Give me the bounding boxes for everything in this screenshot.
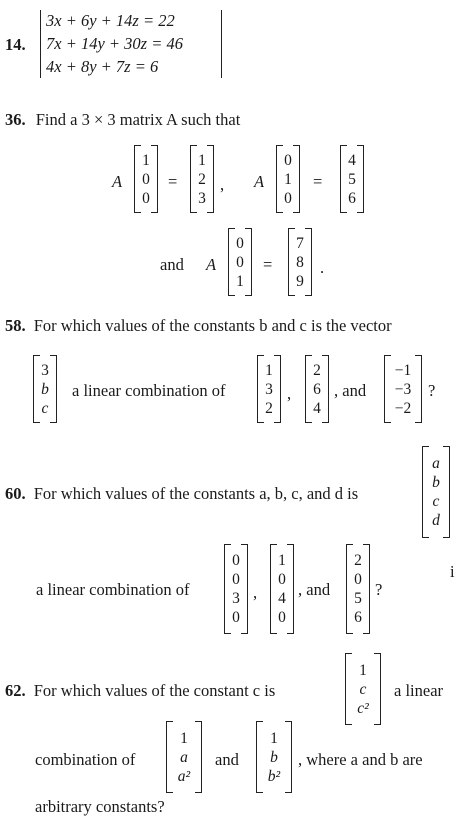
- vector-entry: b: [41, 380, 49, 398]
- vector-entry: 9: [296, 272, 304, 290]
- vector-entry: 2: [313, 361, 321, 379]
- vector-entry: −2: [394, 399, 412, 417]
- vector-entry: 3: [232, 590, 240, 607]
- vector-entry: 2: [198, 170, 206, 188]
- vector-entry: 6: [313, 380, 321, 398]
- vector-entry: 0: [232, 571, 240, 588]
- vector-entry: 1: [359, 661, 367, 679]
- vector-entry: 4: [313, 399, 321, 417]
- vector-entry: 0: [236, 253, 244, 271]
- problem-58-number: 58.: [5, 316, 26, 335]
- vector-entry: 1: [278, 552, 286, 569]
- problem-36-text: Find a 3 × 3 matrix A such that: [35, 110, 241, 129]
- period: .: [320, 258, 325, 277]
- vector-entry: 5: [354, 590, 362, 607]
- equals-sign: =: [313, 172, 323, 191]
- vector-result-1: [190, 146, 214, 212]
- vector-entry: 5: [348, 170, 356, 188]
- problem-36-number: 36.: [5, 110, 26, 129]
- vector-entry: 6: [354, 609, 362, 626]
- vector-entry: 1: [284, 170, 292, 188]
- vector-entry: 7: [296, 234, 304, 252]
- equals-sign: =: [263, 255, 273, 274]
- vector-entry: 3: [265, 380, 273, 398]
- vector-entry: −3: [394, 380, 412, 398]
- comma: ,: [287, 384, 292, 403]
- equation-3: 4x + 8y + 7z = 6: [46, 57, 159, 76]
- problem-60-number: 60.: [5, 484, 26, 503]
- vector-entry: 1: [265, 361, 273, 379]
- vector-entry: c: [432, 493, 440, 510]
- vector-entry: b²: [267, 767, 281, 785]
- vector-entry: 0: [236, 234, 244, 252]
- where-clause: , where a and b are: [298, 750, 423, 769]
- linear-combination-text: a linear combination of: [72, 381, 226, 400]
- vector-entry: 2: [265, 399, 273, 417]
- vector-1bb2: [256, 722, 292, 792]
- vector-entry: 2: [354, 552, 362, 569]
- vector-1cc2: [345, 654, 381, 724]
- and-word: and: [160, 255, 184, 274]
- vector-entry: 3: [198, 189, 206, 207]
- vector-e1: [134, 146, 158, 212]
- vector-entry: 0: [354, 571, 362, 588]
- vector-entry: c²: [357, 699, 369, 717]
- vector-entry: b: [432, 474, 440, 491]
- vector-entry: 0: [278, 571, 286, 588]
- problem-60-statement: [5, 484, 358, 504]
- equals-sign: =: [168, 172, 178, 191]
- vector-entry: a: [432, 455, 440, 472]
- vector-e3: [228, 229, 252, 295]
- vector-0030: [224, 545, 248, 633]
- combination-text: combination of: [35, 750, 136, 769]
- vector-264: [305, 356, 329, 422]
- matrix-A-label-1: A: [112, 172, 123, 191]
- vector-1040: [270, 545, 294, 633]
- vector-entry: 0: [142, 189, 150, 207]
- question-mark: ?: [375, 580, 383, 599]
- problem-58-statement: [5, 316, 392, 336]
- vector-entry: 0: [232, 552, 240, 569]
- linear-combination-text: a linear combination of: [36, 580, 190, 599]
- vector-entry: −1: [394, 361, 412, 379]
- vector-result-2: [340, 146, 364, 212]
- vector-2056: [346, 545, 370, 633]
- equation-2: 7x + 14y + 30z = 46: [46, 34, 183, 53]
- vector-entry: b: [270, 748, 278, 766]
- vector-entry: 0: [142, 170, 150, 188]
- arbitrary-constants-text: arbitrary constants?: [35, 797, 165, 816]
- vector-entry: c: [359, 680, 367, 698]
- vector-1aa2: [166, 722, 202, 792]
- vector-e2: [276, 146, 300, 212]
- matrix-A-label-3: A: [206, 255, 217, 274]
- comma: ,: [220, 175, 225, 194]
- vector-entry: 0: [284, 189, 292, 207]
- vector-entry: 1: [142, 151, 150, 169]
- vector-entry: 0: [278, 609, 286, 626]
- vector-result-3: [288, 229, 312, 295]
- problem-58-text: For which values of the constants b and c is the vector: [33, 316, 392, 335]
- vector-entry: a: [180, 748, 188, 766]
- vector-3bc: [33, 356, 57, 422]
- vector-entry: c: [41, 399, 49, 417]
- problem-62-number: 62.: [5, 681, 26, 700]
- vector-entry: 1: [236, 272, 244, 290]
- system-right-bar: [221, 10, 222, 78]
- problem-60-text: For which values of the constants a, b, c, and d is: [33, 484, 359, 503]
- vector-entry: 4: [278, 590, 286, 607]
- system-left-bar: [40, 10, 41, 78]
- matrix-A-label-2: A: [254, 172, 265, 191]
- clipped-text: i: [450, 562, 455, 581]
- and-word: , and: [334, 381, 367, 400]
- vector-abcd: [422, 447, 450, 537]
- problem-62-text: For which values of the constant c is: [33, 681, 276, 700]
- problem-62-statement: [5, 681, 275, 701]
- vector-entry: 1: [180, 729, 188, 747]
- vector-entry: 1: [198, 151, 206, 169]
- comma: ,: [253, 583, 258, 602]
- vector-132: [257, 356, 281, 422]
- equation-1: 3x + 6y + 14z = 22: [46, 11, 175, 30]
- vector-entry: 3: [41, 361, 49, 379]
- vector-entry: d: [432, 512, 440, 529]
- vector-entry: 0: [284, 151, 292, 169]
- question-mark: ?: [428, 381, 436, 400]
- vector-entry: 0: [232, 609, 240, 626]
- and-word: and: [215, 750, 239, 769]
- vector-neg: [384, 356, 422, 422]
- problem-62-continuation: a linear: [394, 681, 444, 700]
- vector-entry: 1: [270, 729, 278, 747]
- vector-entry: a²: [177, 767, 191, 785]
- and-word: , and: [298, 580, 331, 599]
- problem-14-number: 14.: [5, 35, 26, 54]
- vector-entry: 4: [348, 151, 356, 169]
- vector-entry: 8: [296, 253, 304, 271]
- problem-36-statement: [5, 110, 240, 130]
- vector-entry: 6: [348, 189, 356, 207]
